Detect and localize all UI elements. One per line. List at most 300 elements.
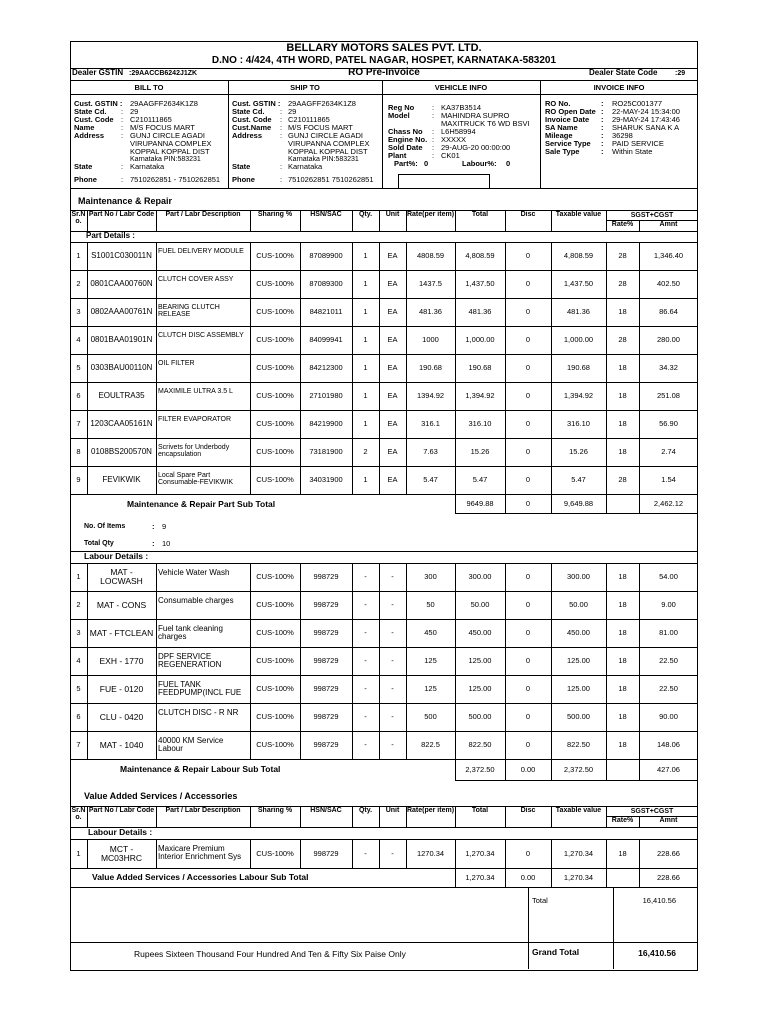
vehicle-info-heading: VEHICLE INFO xyxy=(434,83,488,92)
cell-desc: Scrivets for Underbody encapsulation xyxy=(158,444,230,459)
cell-code: 0303BAU00110N xyxy=(90,362,153,372)
colon: : xyxy=(280,175,283,184)
column-header-rate: Rate(per item) xyxy=(406,211,455,218)
cell-hsn: 84219900 xyxy=(309,419,343,429)
cell-unit: EA xyxy=(387,251,398,261)
subtotal-total: 2,372.50 xyxy=(465,765,495,775)
cell-amt: 22.50 xyxy=(659,656,678,666)
colon: : xyxy=(601,123,604,132)
cell-taxable: 190.68 xyxy=(567,363,590,373)
cell-qty: - xyxy=(364,656,367,666)
cell-unit: - xyxy=(391,656,394,666)
engine-label: Engine No. xyxy=(388,135,428,144)
grand-total-value: 16,410.56 xyxy=(638,948,676,958)
cell-qty: - xyxy=(364,684,367,694)
cell-total: 5.47 xyxy=(472,475,488,485)
bill-name: M/S FOCUS MART xyxy=(130,123,195,132)
cell-unit: - xyxy=(391,712,394,722)
bill-phone: 7510262851 - 7510262851 xyxy=(130,175,221,184)
chassis-label: Chass No xyxy=(388,127,423,136)
cell-taxable: 500.00 xyxy=(567,712,590,722)
cell-desc: Consumable charges xyxy=(158,596,234,605)
column-header-rate-pct: Rate% xyxy=(611,221,634,229)
cell-code: 0108BS200570N xyxy=(91,446,152,456)
column-header-total: Total xyxy=(471,211,489,218)
cell-desc: Maxicare Premium Interior Enrichment Sys xyxy=(158,844,242,862)
column-header-part_no: Part No / Labr Code xyxy=(88,807,155,814)
cell-qty: - xyxy=(364,572,367,582)
engine-no: XXXXX xyxy=(441,135,467,144)
colon: : xyxy=(432,135,435,144)
cell-taxable: 822.50 xyxy=(567,740,590,750)
ship-name: M/S FOCUS MART xyxy=(288,123,353,132)
cell-sr: 6 xyxy=(76,712,81,722)
bill-state-label: State xyxy=(74,162,93,171)
service-type: PAID SERVICE xyxy=(612,139,664,148)
cell-sr: 4 xyxy=(76,335,81,345)
reg-no-label: Reg No xyxy=(388,103,415,112)
cell-sr: 4 xyxy=(76,656,81,666)
cell-code: 1203CAA05161N xyxy=(90,418,153,428)
reg-no: KA37B3514 xyxy=(441,103,482,112)
cell-unit: EA xyxy=(387,447,398,457)
ro-no: RO25C001377 xyxy=(612,99,663,108)
subtotal-taxable: 9,649.88 xyxy=(563,498,594,508)
cell-share: CUS-100% xyxy=(256,251,294,261)
cell-total: 300.00 xyxy=(468,572,492,582)
cell-rate: 50 xyxy=(426,600,435,610)
cell-share: CUS-100% xyxy=(256,740,294,750)
cell-unit: - xyxy=(391,848,394,858)
cell-share: CUS-100% xyxy=(256,572,294,582)
cell-pct: 18 xyxy=(618,684,627,694)
cell-qty: 1 xyxy=(363,391,368,401)
colon: : xyxy=(601,147,604,156)
cell-desc: Vehicle Water Wash xyxy=(158,568,230,577)
colon: : xyxy=(432,151,435,160)
column-header-desc: Part / Labr Description xyxy=(165,807,241,814)
colon: : xyxy=(432,103,435,112)
column-header-srno: Sr.N o. xyxy=(71,807,86,822)
colon: : xyxy=(121,123,124,132)
column-header-disc: Disc xyxy=(520,211,536,218)
labour-pct: 0 xyxy=(506,159,511,168)
cell-desc: FILTER EVAPORATOR xyxy=(158,416,231,423)
mileage: 36298 xyxy=(612,131,633,140)
ro-open-label: RO Open Date xyxy=(545,107,596,116)
cell-amt: 1.54 xyxy=(661,475,676,485)
colon: : xyxy=(601,131,604,140)
cell-amt: 90.00 xyxy=(659,712,678,722)
vas-subtotal-label: Value Added Services / Accessories Labour Sub Total xyxy=(92,872,309,882)
cell-hsn: 87089900 xyxy=(309,251,343,261)
cell-pct: 18 xyxy=(618,363,627,373)
ship-address-line: KOPPAL KOPPAL DIST xyxy=(288,147,368,156)
section-title-vas: Value Added Services / Accessories xyxy=(84,791,238,801)
cell-pct: 28 xyxy=(618,279,627,289)
cell-hsn: 998729 xyxy=(313,848,339,858)
cell-sr: 7 xyxy=(76,419,81,429)
colon: : xyxy=(601,107,604,116)
cell-code: MCT - MC03HRC xyxy=(100,843,143,863)
invoice-info-heading: INVOICE INFO xyxy=(593,83,645,92)
cell-desc: CLUTCH COVER ASSY xyxy=(158,276,234,283)
bill-state-cd-label: State Cd. xyxy=(74,107,107,116)
cell-taxable: 5.47 xyxy=(571,475,586,485)
cell-rate: 7.63 xyxy=(423,447,438,457)
cell-disc: 0 xyxy=(525,475,531,485)
plant: CK01 xyxy=(441,151,460,160)
bill-address-line: VIRUPANNA COMPLEX xyxy=(130,139,212,148)
cell-taxable: 50.00 xyxy=(569,600,588,610)
ship-address-line: GUNJ CIRCLE AGADI xyxy=(288,131,364,140)
cell-taxable: 1,437.50 xyxy=(563,279,594,289)
service-type-label: Service Type xyxy=(545,139,591,148)
remarks-box xyxy=(398,174,490,189)
colon: : xyxy=(121,115,124,124)
cell-total: 500.00 xyxy=(468,712,492,722)
cell-qty: 1 xyxy=(363,335,368,345)
cell-unit: EA xyxy=(387,475,398,485)
ship-phone-label: Phone xyxy=(232,175,255,184)
cell-unit: EA xyxy=(387,307,398,317)
labour-details-label: Labour Details : xyxy=(84,551,149,561)
cell-sr: 3 xyxy=(76,307,81,317)
cell-hsn: 27101980 xyxy=(309,391,343,401)
labour-subtotal-label: Maintenance & Repair Labour Sub Total xyxy=(120,764,281,774)
cell-rate: 125 xyxy=(424,684,437,694)
cell-desc: CLUTCH DISC ASSEMBLY xyxy=(158,332,244,339)
cell-disc: 0 xyxy=(525,363,531,373)
cell-unit: EA xyxy=(387,335,398,345)
cell-sr: 5 xyxy=(76,363,81,373)
cell-total: 4,808.59 xyxy=(465,251,495,261)
column-header-desc: Part / Labr Description xyxy=(165,211,241,218)
column-header-sgst: SGST+CGST xyxy=(630,807,674,815)
subtotal-amt: 228.66 xyxy=(657,872,680,882)
colon: : xyxy=(432,143,435,152)
column-header-taxable: Taxable value xyxy=(555,211,602,218)
cell-disc: 0 xyxy=(525,848,531,858)
cell-sr: 9 xyxy=(76,475,81,485)
chassis-no: L6H58994 xyxy=(441,127,476,136)
bill-phone-label: Phone xyxy=(74,175,97,184)
cell-hsn: 998729 xyxy=(313,628,339,638)
column-header-sharing: Sharing % xyxy=(257,211,293,218)
bill-gstin: 29AAGFF2634K1Z8 xyxy=(130,99,198,108)
column-header-rate: Rate(per item) xyxy=(406,807,455,814)
cell-qty: - xyxy=(364,628,367,638)
dealer-state-label: Dealer State Code xyxy=(589,68,658,77)
cell-total: 50.00 xyxy=(470,600,490,610)
cell-sr: 3 xyxy=(76,628,81,638)
cell-total: 190.68 xyxy=(468,363,492,373)
cell-rate: 190.68 xyxy=(419,363,442,373)
cell-qty: 1 xyxy=(363,419,368,429)
cell-code: FUE - 0120 xyxy=(99,683,144,694)
total-label: Total xyxy=(532,896,548,905)
cell-total: 481.36 xyxy=(468,307,492,317)
cell-code: CLU - 0420 xyxy=(99,711,144,722)
cell-disc: 0 xyxy=(525,251,531,261)
cell-taxable: 4,808.59 xyxy=(563,251,594,261)
cell-total: 125.00 xyxy=(468,684,492,694)
subtotal-total: 9649.88 xyxy=(466,498,494,508)
cell-pct: 18 xyxy=(618,447,627,457)
cell-disc: 0 xyxy=(525,419,531,429)
cell-hsn: 84212300 xyxy=(309,363,343,373)
sold-date-label: Sold Date xyxy=(388,143,423,152)
model: MAHINDRA SUPRO xyxy=(441,111,510,120)
cell-share: CUS-100% xyxy=(256,447,294,457)
cell-amt: 56.90 xyxy=(659,419,678,429)
colon: : xyxy=(280,115,283,124)
model-label: Model xyxy=(388,111,410,120)
cell-rate: 125 xyxy=(424,656,437,666)
cell-disc: 0 xyxy=(525,656,531,666)
ship-address-line: VIRUPANNA COMPLEX xyxy=(288,139,370,148)
cell-disc: 0 xyxy=(525,572,531,582)
bill-address-line: GUNJ CIRCLE AGADI xyxy=(130,131,206,140)
total-qty: 10 xyxy=(162,539,171,548)
cell-pct: 28 xyxy=(618,251,627,261)
ship-state-label: State xyxy=(232,162,251,171)
cell-taxable: 1,394.92 xyxy=(563,391,594,401)
sa-name-label: SA Name xyxy=(545,123,578,132)
cell-taxable: 125.00 xyxy=(567,684,590,694)
cell-desc: CLUTCH DISC - R NR xyxy=(158,708,239,717)
cell-amt: 1,346.40 xyxy=(653,251,684,261)
cell-code: EOULTRA35 xyxy=(98,390,145,400)
subtotal-taxable: 2,372.50 xyxy=(563,765,594,775)
subtotal-disc: 0.00 xyxy=(520,765,536,775)
total-qty-label: Total Qty xyxy=(84,540,114,547)
ship-state-cd-label: State Cd. xyxy=(232,107,265,116)
column-header-unit: Unit xyxy=(385,211,400,218)
cell-hsn: 998729 xyxy=(313,740,339,750)
column-header-hsn: HSN/SAC xyxy=(310,807,342,814)
colon: : xyxy=(121,107,124,116)
subtotal-total: 1,270.34 xyxy=(465,872,495,882)
ship-name-label: Cust.Name xyxy=(232,123,272,132)
cell-rate: 822.5 xyxy=(421,740,440,750)
cell-qty: 2 xyxy=(363,447,368,457)
cell-code: 0802AAA00761N xyxy=(90,306,153,316)
ro-no-label: RO No. xyxy=(545,99,571,108)
ship-cust-code: C210111865 xyxy=(288,115,330,124)
total-value: 16,410.56 xyxy=(642,896,676,905)
bill-state: Karnataka xyxy=(130,162,165,171)
cell-desc: 40000 KM Service Labour xyxy=(158,736,224,754)
column-header-sgst: SGST+CGST xyxy=(630,211,674,219)
cell-sr: 1 xyxy=(76,251,81,261)
ship-address-label: Address xyxy=(232,131,263,140)
grand-total-label: Grand Total xyxy=(532,947,580,957)
amount-in-words: Rupees Sixteen Thousand Four Hundred And Ten & Fifty Six Paise Only xyxy=(134,949,406,959)
colon: : xyxy=(121,175,124,184)
cell-disc: 0 xyxy=(525,279,531,289)
cell-code: MAT - FTCLEAN xyxy=(89,627,154,638)
bill-name-label: Name xyxy=(74,123,95,132)
cell-desc: Fuel tank cleaning charges xyxy=(158,624,223,642)
cell-code: S1001C030011N xyxy=(91,250,152,260)
cell-hsn: 73181900 xyxy=(309,447,343,457)
part-subtotal-label: Maintenance & Repair Part Sub Total xyxy=(127,499,276,509)
cell-rate: 1270.34 xyxy=(416,848,445,858)
column-header-hsn: HSN/SAC xyxy=(310,211,342,218)
column-header-unit: Unit xyxy=(385,807,400,814)
cell-hsn: 998729 xyxy=(313,712,339,722)
cell-rate: 1394.92 xyxy=(416,391,445,401)
cell-hsn: 998729 xyxy=(313,656,339,666)
cell-share: CUS-100% xyxy=(256,279,294,289)
no-of-items: 9 xyxy=(162,522,167,531)
cell-hsn: 34031900 xyxy=(309,475,343,485)
cell-share: CUS-100% xyxy=(256,335,294,345)
doc-type: RO Pre-Invoice xyxy=(348,67,420,78)
cell-total: 1,270.34 xyxy=(465,848,495,858)
cell-hsn: 998729 xyxy=(313,572,339,582)
dealer-state-code: :29 xyxy=(675,70,686,77)
subtotal-amt: 2,462.12 xyxy=(653,498,684,508)
ro-open-date: 22-MAY-24 15:34:00 xyxy=(612,107,680,116)
company-name: BELLARY MOTORS SALES PVT. LTD. xyxy=(286,42,482,54)
cell-pct: 28 xyxy=(618,475,627,485)
cell-rate: 481.36 xyxy=(419,307,442,317)
cell-pct: 18 xyxy=(618,712,627,722)
cell-amt: 251.08 xyxy=(657,391,680,401)
ship-state: Karnataka xyxy=(288,162,323,171)
cell-code: EXH - 1770 xyxy=(99,655,144,666)
cell-taxable: 1,000.00 xyxy=(563,335,594,345)
colon: : xyxy=(152,522,155,531)
cell-taxable: 300.00 xyxy=(567,572,590,582)
cell-sr: 5 xyxy=(76,684,81,694)
cell-rate: 4808.59 xyxy=(416,251,445,261)
subtotal-amt: 427.06 xyxy=(657,765,680,775)
cell-amt: 148.06 xyxy=(657,740,680,750)
cell-qty: 1 xyxy=(363,475,368,485)
column-header-srno: Sr.N o. xyxy=(71,211,86,226)
column-header-total: Total xyxy=(471,807,489,814)
vas-labour-details-label: Labour Details : xyxy=(88,827,153,837)
cell-pct: 18 xyxy=(618,740,627,750)
cell-disc: 0 xyxy=(525,712,531,722)
colon: : xyxy=(601,115,604,124)
cell-share: CUS-100% xyxy=(256,363,294,373)
colon: : xyxy=(432,127,435,136)
ship-state-cd: 29 xyxy=(288,107,297,116)
cell-taxable: 316.10 xyxy=(567,419,590,429)
cell-disc: 0 xyxy=(525,307,531,317)
cell-pct: 18 xyxy=(618,656,627,666)
cell-share: CUS-100% xyxy=(256,307,294,317)
cell-qty: - xyxy=(364,740,367,750)
cell-amt: 280.00 xyxy=(657,335,680,345)
cell-unit: - xyxy=(391,600,394,610)
cell-share: CUS-100% xyxy=(256,656,294,666)
cell-unit: - xyxy=(391,740,394,750)
cell-unit: - xyxy=(391,628,394,638)
colon: : xyxy=(280,162,283,171)
column-header-sharing: Sharing % xyxy=(257,807,293,814)
plant-label: Plant xyxy=(388,151,407,160)
cell-unit: - xyxy=(391,572,394,582)
cell-share: CUS-100% xyxy=(256,628,294,638)
cell-qty: - xyxy=(364,848,367,858)
cell-disc: 0 xyxy=(525,335,531,345)
cell-taxable: 481.36 xyxy=(567,307,590,317)
cell-sr: 7 xyxy=(76,740,81,750)
cell-code: 0801CAA00760N xyxy=(90,278,153,288)
column-header-part_no: Part No / Labr Code xyxy=(88,211,155,218)
subtotal-disc: 0.00 xyxy=(520,872,536,882)
sale-type-label: Sale Type xyxy=(545,147,580,156)
cell-disc: 0 xyxy=(525,600,531,610)
bill-cust-code-label: Cust. Code xyxy=(74,115,114,124)
bill-state-cd: 29 xyxy=(130,107,139,116)
colon: : xyxy=(280,107,283,116)
cell-amt: 228.66 xyxy=(657,848,680,858)
cell-qty: - xyxy=(364,712,367,722)
cell-amt: 81.00 xyxy=(659,628,678,638)
cell-pct: 28 xyxy=(618,335,627,345)
cell-disc: 0 xyxy=(525,740,531,750)
cell-amt: 2.74 xyxy=(661,447,676,457)
subtotal-taxable: 1,270.34 xyxy=(563,872,594,882)
part-pct-label: Part%: xyxy=(394,159,418,168)
colon: : xyxy=(432,111,435,120)
cell-disc: 0 xyxy=(525,447,531,457)
cell-hsn: 998729 xyxy=(313,684,339,694)
cell-hsn: 84821011 xyxy=(309,307,343,317)
cell-desc: BEARING CLUTCH RELEASE xyxy=(158,304,220,319)
colon: : xyxy=(280,131,283,140)
cell-amt: 54.00 xyxy=(659,572,678,582)
cell-total: 1,437.50 xyxy=(465,279,495,289)
cell-total: 15.26 xyxy=(470,447,490,457)
cell-hsn: 87089300 xyxy=(309,279,343,289)
cell-share: CUS-100% xyxy=(256,391,294,401)
colon: : xyxy=(280,123,283,132)
cell-rate: 300 xyxy=(424,572,437,582)
column-header-rate-pct: Rate% xyxy=(611,817,634,825)
cell-share: CUS-100% xyxy=(256,475,294,485)
cell-total: 316.10 xyxy=(468,419,492,429)
cell-rate: 500 xyxy=(424,712,437,722)
sold-date: 29-AUG-20 00:00:00 xyxy=(441,143,511,152)
sale-type: Within State xyxy=(612,147,653,156)
cell-hsn: 998729 xyxy=(313,600,339,610)
cell-code: MAT - CONS xyxy=(96,599,147,610)
bill-gstin-label: Cust. GSTIN : xyxy=(74,99,123,108)
mileage-label: Mileage xyxy=(545,131,573,140)
colon: : xyxy=(601,99,604,108)
cell-code: 0801BAA01901N xyxy=(90,334,153,344)
cell-pct: 18 xyxy=(618,848,627,858)
labour-pct-label: Labour%: xyxy=(462,159,497,168)
bill-address-line: Karnataka PIN:583231 xyxy=(130,156,201,163)
cell-unit: EA xyxy=(387,391,398,401)
bill-to-heading: BILL TO xyxy=(134,83,164,92)
cell-desc: Local Spare Part Consumable-FEVIKWIK xyxy=(158,472,234,487)
cell-sr: 2 xyxy=(76,600,81,610)
cell-disc: 0 xyxy=(525,391,531,401)
cell-sr: 6 xyxy=(76,391,81,401)
column-header-taxable: Taxable value xyxy=(555,807,602,814)
cell-disc: 0 xyxy=(525,684,531,694)
cell-hsn: 84099941 xyxy=(309,335,343,345)
